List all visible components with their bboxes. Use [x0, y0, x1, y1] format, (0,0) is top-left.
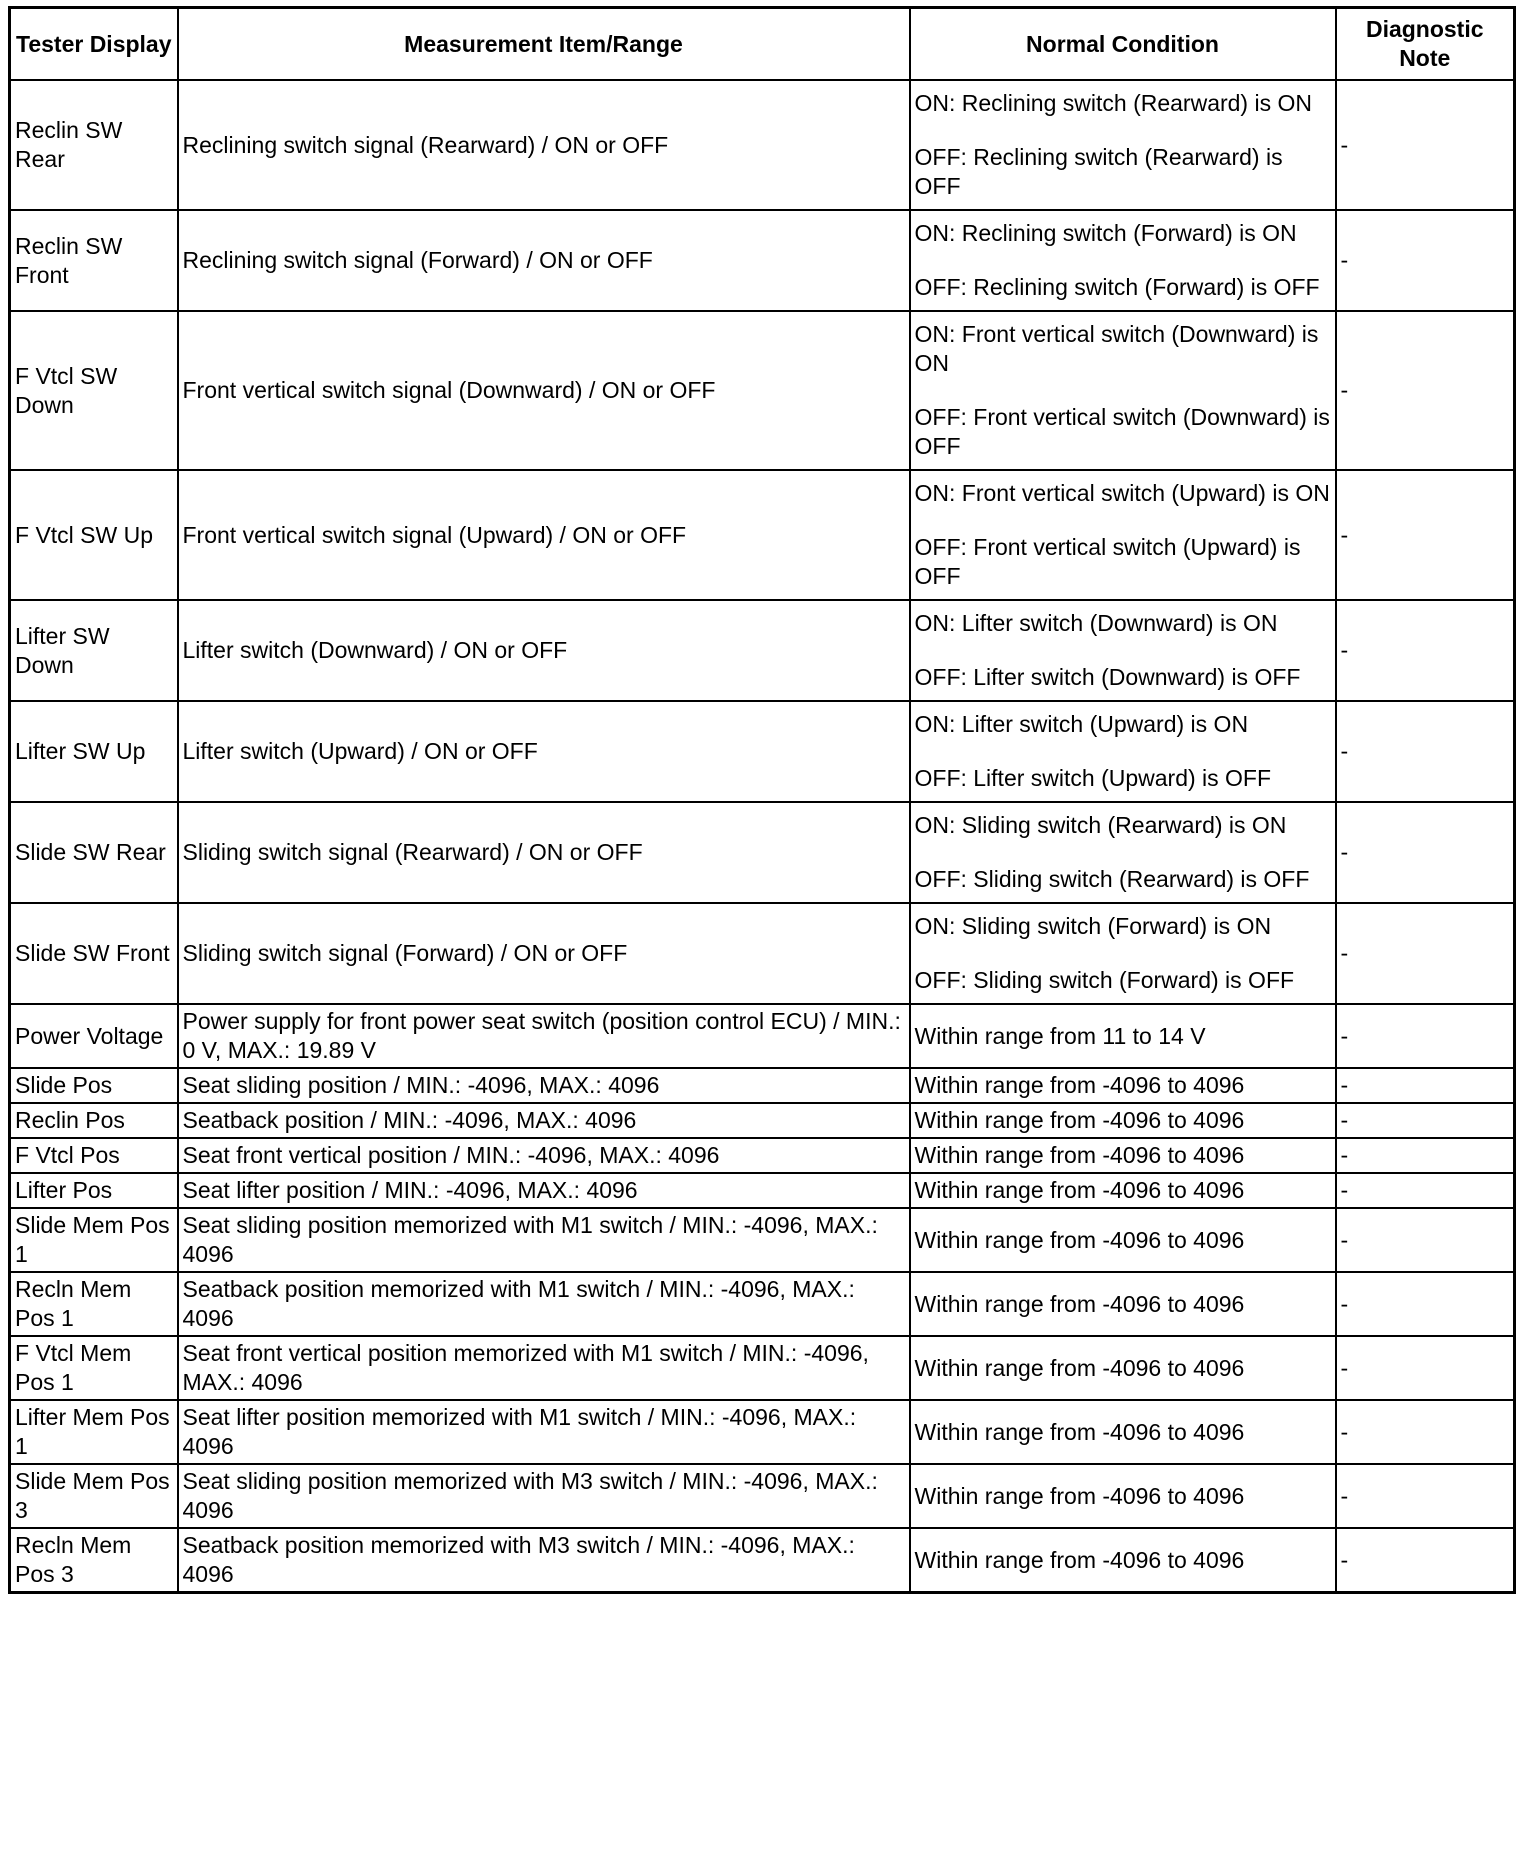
tester-display-cell: F Vtcl SW Up [10, 470, 178, 600]
measurement-item-cell: Lifter switch (Upward) / ON or OFF [178, 701, 910, 802]
diagnostic-note-cell: - [1336, 1400, 1515, 1464]
diagnostic-note-cell: - [1336, 1528, 1515, 1593]
diagnostic-note-cell: - [1336, 1464, 1515, 1528]
normal-condition-cell [910, 1528, 1336, 1593]
normal-condition-line: Within range from 11 to 14 V [914, 1022, 1206, 1049]
tester-display-cell: F Vtcl Mem Pos 1 [10, 1336, 178, 1400]
header-diagnostic-note: Diagnostic Note [1336, 8, 1515, 81]
measurement-item-cell: Seat front vertical position memorized with M1 switch / MIN.: -4096, MAX.: 4096 [178, 1336, 910, 1400]
tester-display-cell: Reclin SW Rear [10, 80, 178, 210]
normal-condition-line: ON: Front vertical switch (Upward) is ON [914, 480, 1330, 506]
data-list-sheet [8, 6, 1513, 1594]
normal-condition-cell [910, 1208, 1336, 1272]
tester-display-cell: F Vtcl Pos [10, 1138, 178, 1173]
diagnostic-note-cell: - [1336, 1336, 1515, 1400]
normal-condition-line: OFF: Lifter switch (Upward) is OFF [914, 765, 1272, 791]
normal-condition-cell [910, 1068, 1336, 1103]
table-row [10, 701, 1515, 802]
header-row [10, 8, 1515, 81]
table-row [10, 311, 1515, 470]
normal-condition-line: Within range from -4096 to 4096 [914, 1354, 1245, 1381]
measurement-item-cell: Front vertical switch signal (Downward) / ON or OFF [178, 311, 910, 470]
measurement-item-cell: Seat sliding position / MIN.: -4096, MAX.: 4096 [178, 1068, 910, 1103]
measurement-item-cell: Power supply for front power seat switch (position control ECU) / MIN.: 0 V, MAX.: 19.89 V [178, 1004, 910, 1068]
tester-display-cell: Recln Mem Pos 3 [10, 1528, 178, 1593]
tester-display-cell: Slide SW Front [10, 903, 178, 1004]
table-row [10, 1208, 1515, 1272]
tester-display-cell: Reclin Pos [10, 1103, 178, 1138]
header-measurement-item: Measurement Item/Range [178, 8, 910, 81]
measurement-item-cell: Reclining switch signal (Forward) / ON or OFF [178, 210, 910, 311]
tester-display-cell: Lifter SW Up [10, 701, 178, 802]
measurement-item-cell: Seat lifter position memorized with M1 switch / MIN.: -4096, MAX.: 4096 [178, 1400, 910, 1464]
measurement-item-cell: Front vertical switch signal (Upward) / ON or OFF [178, 470, 910, 600]
header-tester-display: Tester Display [10, 8, 178, 81]
normal-condition-line: Within range from -4096 to 4096 [914, 1418, 1245, 1445]
normal-condition-line: Within range from -4096 to 4096 [914, 1290, 1245, 1317]
normal-condition-line: ON: Lifter switch (Upward) is ON [914, 711, 1249, 737]
normal-condition-cell [910, 903, 1336, 1004]
diagnostic-note-cell: - [1336, 1004, 1515, 1068]
diagnostic-note-cell: - [1336, 1208, 1515, 1272]
diagnostic-note-cell: - [1336, 1173, 1515, 1208]
normal-condition-line: Within range from -4096 to 4096 [914, 1072, 1245, 1098]
tester-display-cell: Power Voltage [10, 1004, 178, 1068]
tester-display-cell: Slide Pos [10, 1068, 178, 1103]
table-row [10, 80, 1515, 210]
tester-display-cell: Reclin SW Front [10, 210, 178, 311]
normal-condition-line: OFF: Sliding switch (Rearward) is OFF [914, 866, 1310, 892]
table-row [10, 1400, 1515, 1464]
tester-display-cell: Lifter Mem Pos 1 [10, 1400, 178, 1464]
measurement-item-cell: Seatback position / MIN.: -4096, MAX.: 4096 [178, 1103, 910, 1138]
table-row [10, 1068, 1515, 1103]
header-normal-condition: Normal Condition [910, 8, 1336, 81]
table-row [10, 1173, 1515, 1208]
normal-condition-line: Within range from -4096 to 4096 [914, 1107, 1245, 1133]
data-list-table [8, 6, 1516, 1594]
tester-display-cell: Slide Mem Pos 3 [10, 1464, 178, 1528]
table-row [10, 1004, 1515, 1068]
diagnostic-note-cell: - [1336, 903, 1515, 1004]
table-row [10, 802, 1515, 903]
measurement-item-cell: Sliding switch signal (Rearward) / ON or OFF [178, 802, 910, 903]
table-row [10, 1138, 1515, 1173]
table-row [10, 1336, 1515, 1400]
measurement-item-cell: Lifter switch (Downward) / ON or OFF [178, 600, 910, 701]
normal-condition-cell [910, 600, 1336, 701]
table-row [10, 1528, 1515, 1593]
tester-display-cell: Slide Mem Pos 1 [10, 1208, 178, 1272]
normal-condition-cell [910, 1272, 1336, 1336]
normal-condition-line: OFF: Reclining switch (Rearward) is OFF [914, 144, 1283, 199]
table-row [10, 1272, 1515, 1336]
tester-display-cell: Recln Mem Pos 1 [10, 1272, 178, 1336]
normal-condition-line: OFF: Front vertical switch (Upward) is OFF [914, 534, 1301, 589]
diagnostic-note-cell: - [1336, 311, 1515, 470]
measurement-item-cell: Seat front vertical position / MIN.: -4096, MAX.: 4096 [178, 1138, 910, 1173]
diagnostic-note-cell: - [1336, 1103, 1515, 1138]
diagnostic-note-cell: - [1336, 600, 1515, 701]
normal-condition-line: ON: Lifter switch (Downward) is ON [914, 610, 1278, 636]
tester-display-cell: Lifter Pos [10, 1173, 178, 1208]
diagnostic-note-cell: - [1336, 470, 1515, 600]
table-row [10, 903, 1515, 1004]
normal-condition-cell [910, 210, 1336, 311]
measurement-item-cell: Seat sliding position memorized with M1 switch / MIN.: -4096, MAX.: 4096 [178, 1208, 910, 1272]
normal-condition-line: Within range from -4096 to 4096 [914, 1482, 1245, 1509]
tester-display-cell: Slide SW Rear [10, 802, 178, 903]
normal-condition-cell [910, 470, 1336, 600]
normal-condition-line: ON: Reclining switch (Rearward) is ON [914, 90, 1312, 116]
normal-condition-cell [910, 1138, 1336, 1173]
diagnostic-note-cell: - [1336, 802, 1515, 903]
diagnostic-note-cell: - [1336, 701, 1515, 802]
normal-condition-cell [910, 701, 1336, 802]
normal-condition-cell [910, 1103, 1336, 1138]
table-row [10, 1464, 1515, 1528]
diagnostic-note-cell: - [1336, 80, 1515, 210]
measurement-item-cell: Sliding switch signal (Forward) / ON or OFF [178, 903, 910, 1004]
normal-condition-cell [910, 311, 1336, 470]
normal-condition-cell [910, 1173, 1336, 1208]
table-row [10, 210, 1515, 311]
tester-display-cell: Lifter SW Down [10, 600, 178, 701]
measurement-item-cell: Reclining switch signal (Rearward) / ON or OFF [178, 80, 910, 210]
normal-condition-line: ON: Sliding switch (Rearward) is ON [914, 812, 1287, 838]
table-row [10, 1103, 1515, 1138]
normal-condition-cell [910, 1336, 1336, 1400]
table-row [10, 470, 1515, 600]
normal-condition-cell [910, 1464, 1336, 1528]
normal-condition-line: Within range from -4096 to 4096 [914, 1142, 1245, 1168]
normal-condition-line: ON: Front vertical switch (Downward) is ON [914, 321, 1319, 376]
normal-condition-line: Within range from -4096 to 4096 [914, 1546, 1245, 1573]
diagnostic-note-cell: - [1336, 210, 1515, 311]
measurement-item-cell: Seat sliding position memorized with M3 switch / MIN.: -4096, MAX.: 4096 [178, 1464, 910, 1528]
measurement-item-cell: Seatback position memorized with M1 switch / MIN.: -4096, MAX.: 4096 [178, 1272, 910, 1336]
normal-condition-line: Within range from -4096 to 4096 [914, 1177, 1245, 1203]
normal-condition-line: ON: Reclining switch (Forward) is ON [914, 220, 1297, 246]
normal-condition-line: Within range from -4096 to 4096 [914, 1226, 1245, 1253]
diagnostic-note-cell: - [1336, 1068, 1515, 1103]
normal-condition-line: OFF: Sliding switch (Forward) is OFF [914, 967, 1295, 993]
normal-condition-cell [910, 1400, 1336, 1464]
normal-condition-line: OFF: Reclining switch (Forward) is OFF [914, 274, 1320, 300]
table-row [10, 600, 1515, 701]
normal-condition-cell [910, 802, 1336, 903]
normal-condition-cell [910, 80, 1336, 210]
measurement-item-cell: Seatback position memorized with M3 switch / MIN.: -4096, MAX.: 4096 [178, 1528, 910, 1593]
normal-condition-line: OFF: Front vertical switch (Downward) is OFF [914, 404, 1330, 459]
normal-condition-cell [910, 1004, 1336, 1068]
normal-condition-line: ON: Sliding switch (Forward) is ON [914, 913, 1272, 939]
diagnostic-note-cell: - [1336, 1272, 1515, 1336]
measurement-item-cell: Seat lifter position / MIN.: -4096, MAX.: 4096 [178, 1173, 910, 1208]
normal-condition-line: OFF: Lifter switch (Downward) is OFF [914, 664, 1301, 690]
diagnostic-note-cell: - [1336, 1138, 1515, 1173]
tester-display-cell: F Vtcl SW Down [10, 311, 178, 470]
